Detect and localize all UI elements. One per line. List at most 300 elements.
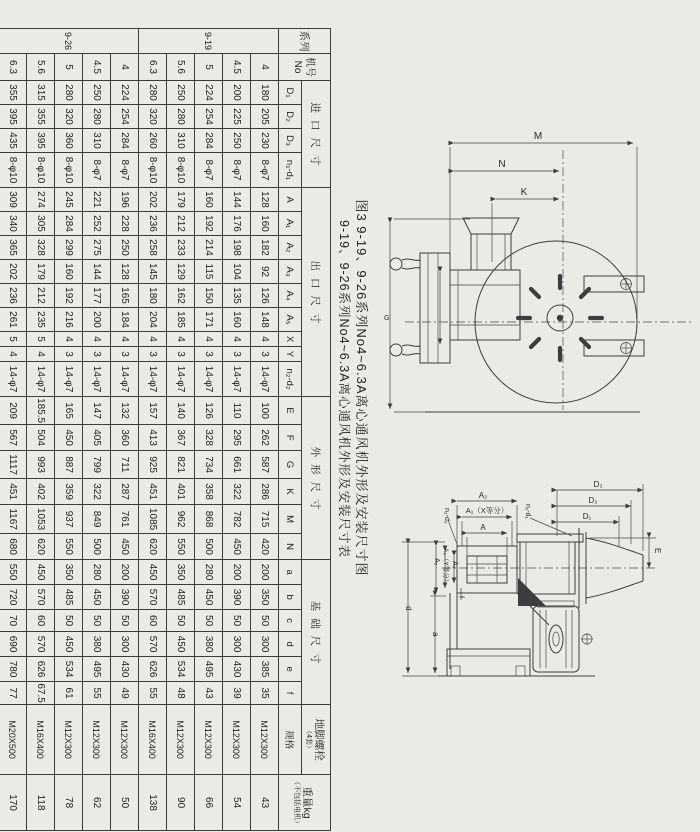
column-header: b [279,585,302,610]
dim-label-d: d [404,606,413,611]
table-cell: 360 [55,129,83,153]
table-cell: 1085 [139,505,167,534]
table-cell: 435 [0,129,27,153]
table-cell: 55 [83,682,111,705]
table-cell: 868 [195,505,223,534]
table-cell: 14-φ7 [111,362,139,397]
header-machine-no-en: No [292,60,304,74]
table-cell: 8-φ7 [251,153,279,188]
table-cell: 390 [111,585,139,610]
table-cell: 395 [27,129,55,153]
column-header: K [279,479,302,505]
dim-label-D3: D₃ [593,480,603,489]
weight-label: 重量kg [301,786,314,819]
table-cell: 192 [195,212,223,236]
dim-label-n1d1: n₁-d₁ [524,504,531,519]
table-cell: 250 [111,236,139,260]
table-cell: 4 [251,332,279,347]
lifting-hook-bottom [390,344,420,356]
table-cell: 14-φ7 [167,362,195,397]
table-cell: 224 [195,81,223,105]
table-cell: 661 [223,451,251,479]
column-header: N [279,534,302,560]
table-cell: 198 [223,236,251,260]
table-cell: 451 [0,479,27,505]
column-header: 规格 [279,705,302,775]
table-cell: 202 [139,188,167,212]
table-cell: 4 [139,332,167,347]
table-cell: 254 [111,105,139,129]
table-cell: 4 [55,332,83,347]
table-cell: 224 [111,81,139,105]
table-cell: 235 [27,308,55,332]
dim-label-A4: A₄（Y等分） [442,548,449,586]
table-cell: 8-φ10 [55,153,83,188]
machine-no-cell: 4.5 [83,54,111,81]
table-cell: 485 [55,585,83,610]
table-cell: 355 [0,81,27,105]
column-header: e [279,657,302,682]
table-cell: 450 [139,560,167,585]
table-cell: 148 [251,308,279,332]
table-cell: 14-φ7 [223,362,251,397]
table-cell: 1053 [27,505,55,534]
table-cell: 129 [167,260,195,284]
dimension-table-wrap [5,28,331,830]
table-cell: 887 [55,451,83,479]
table-cell: 60 [27,610,55,632]
table-cell: 62 [83,775,111,831]
table-row [111,29,139,831]
table-cell: 413 [139,425,167,451]
table-cell: 212 [167,212,195,236]
table-cell: 350 [251,585,279,610]
table-cell: 295 [223,425,251,451]
table-cell: 78 [55,775,83,831]
table-cell: 50 [167,610,195,632]
table-cell: 171 [195,308,223,332]
table-cell: 849 [83,505,111,534]
dim-label-A3: A₃ [451,561,458,569]
table-cell: 450 [27,560,55,585]
dim-label-M: M [533,131,543,142]
header-group-anchor-bolt [302,705,331,775]
table-cell: 14-φ7 [139,362,167,397]
table-cell: 3 [167,347,195,362]
bolt-spec-cell: M12X300 [251,705,279,775]
dim-label-A2: A₂ [478,491,488,500]
table-cell: 1117 [0,451,27,479]
table-cell: 8-φ10 [167,153,195,188]
dim-label-G: G [384,315,390,322]
header-machine-no-cn: 机号 [304,57,316,77]
table-cell: 4 [195,332,223,347]
table-cell: 450 [223,534,251,560]
weight-note: （不包括电机） [293,778,301,828]
table-cell: 322 [83,479,111,505]
machine-no-cell: 4.5 [223,54,251,81]
table-cell: 402 [27,479,55,505]
table-cell: 587 [251,451,279,479]
table-cell: 3 [139,347,167,362]
table-cell: 280 [83,105,111,129]
table-cell: 284 [195,129,223,153]
table-cell: 4 [27,347,55,362]
table-cell: 92 [251,260,279,284]
dim-label-f: f [457,596,464,598]
table-caption: 9-19、9-26系列No4~6.3A离心通风机外形及安装尺寸表 [337,220,351,558]
table-cell: 550 [55,534,83,560]
table-cell: 144 [83,260,111,284]
table-cell: 3 [251,347,279,362]
column-header: n₂-d₂ [279,362,302,397]
column-header: f [279,682,302,705]
table-cell: 14-φ7 [27,362,55,397]
table-cell: 5 [0,332,27,347]
bolt-spec-cell: M12X300 [111,705,139,775]
column-header: D₁ [279,81,302,105]
table-cell: 280 [167,105,195,129]
table-cell: 626 [27,657,55,682]
table-cell: 550 [167,534,195,560]
table-cell: 504 [27,425,55,451]
table-cell: 200 [111,560,139,585]
table-cell: 550 [0,560,27,585]
column-header: d [279,632,302,657]
table-cell: 385 [251,657,279,682]
column-header: E [279,397,302,425]
machine-no-cell: 5 [55,54,83,81]
table-row [139,29,167,831]
table-cell: 450 [55,425,83,451]
table-cell: 50 [55,610,83,632]
table-cell: 14-φ7 [195,362,223,397]
table-cell: 100 [251,397,279,425]
table-row [223,29,251,831]
table-cell: 202 [0,260,27,284]
table-cell: 48 [167,682,195,705]
table-cell: 1167 [0,505,27,534]
column-header: A₅ [279,308,302,332]
table-cell: 280 [83,560,111,585]
table-cell: 236 [139,212,167,236]
table-cell: 274 [27,188,55,212]
table-cell: 261 [0,308,27,332]
table-cell: 228 [111,212,139,236]
table-cell: 212 [27,284,55,308]
table-cell: 177 [83,284,111,308]
table-cell: 280 [195,560,223,585]
table-cell: 925 [139,451,167,479]
table-cell: 4 [83,332,111,347]
table-cell: 250 [83,81,111,105]
table-cell: 182 [251,236,279,260]
table-cell: 54 [223,775,251,831]
table-cell: 570 [27,585,55,610]
lifting-hook-top [390,258,420,270]
table-cell: 430 [223,657,251,682]
table-cell: 450 [55,632,83,657]
table-cell: 280 [55,81,83,105]
table-cell: 405 [83,425,111,451]
table-cell: 77 [0,682,27,705]
table-cell: 196 [111,188,139,212]
table-cell: 3 [55,347,83,362]
table-cell: 430 [111,657,139,682]
bolt-spec-cell: M16X400 [27,705,55,775]
machine-no-cell: 5.6 [27,54,55,81]
table-cell: 715 [251,505,279,534]
table-cell: 245 [55,188,83,212]
column-header: Y [279,347,302,362]
table-cell: 230 [251,129,279,153]
table-cell: 50 [223,610,251,632]
table-cell: 299 [55,236,83,260]
header-group-outline: 外形尺寸 [302,397,331,560]
table-cell: 495 [195,657,223,682]
column-header: X [279,332,302,347]
table-cell: 8-φ10 [27,153,55,188]
column-header: A₂ [279,236,302,260]
table-cell: 284 [55,212,83,236]
column-header: A₄ [279,284,302,308]
table-cell: 620 [27,534,55,560]
column-header: A [279,188,302,212]
table-cell: 192 [55,284,83,308]
dim-label-A: A [480,523,486,532]
column-header: D₂ [279,105,302,129]
table-cell: 14-φ7 [83,362,111,397]
table-cell: 8-φ10 [139,153,167,188]
table-cell: 720 [0,585,27,610]
table-cell: 300 [223,632,251,657]
table-cell: 14-φ7 [55,362,83,397]
table-cell: 275 [83,236,111,260]
table-cell: 570 [139,585,167,610]
table-cell: 500 [83,534,111,560]
table-cell: 4 [111,332,139,347]
column-header: A₁ [279,212,302,236]
table-cell: 262 [251,425,279,451]
header-group-outlet: 出口尺寸 [302,188,331,397]
table-cell: 500 [195,534,223,560]
table-cell: 350 [167,560,195,585]
table-cell: 126 [195,397,223,425]
table-cell: 209 [0,397,27,425]
header-group-inlet: 进口尺寸 [302,81,331,188]
table-cell: 305 [27,212,55,236]
table-cell: 157 [139,397,167,425]
table-cell: 138 [139,775,167,831]
table-cell: 390 [223,585,251,610]
bolt-spec-cell: M12X300 [83,705,111,775]
table-row [167,29,195,831]
table-cell: 160 [251,212,279,236]
table-cell: 782 [223,505,251,534]
table-cell: 214 [195,236,223,260]
table-cell: 4 [0,347,27,362]
figure-caption: 图3 9-19、9-26系列No4~6.3A离心通风机外形及安装尺寸图 [354,199,369,577]
bolt-spec-cell: M12X300 [55,705,83,775]
table-cell: 70 [0,610,27,632]
table-cell: 380 [195,632,223,657]
table-cell: 450 [167,632,195,657]
anchor-bolt-label: 地脚螺栓 [313,718,325,761]
table-cell: 162 [167,284,195,308]
table-cell: 309 [0,188,27,212]
table-cell: 179 [27,260,55,284]
table-cell: 567 [0,425,27,451]
table-cell: 284 [111,129,139,153]
table-row [0,29,27,831]
table-cell: 60 [139,610,167,632]
table-cell: 258 [139,236,167,260]
table-cell: 401 [167,479,195,505]
table-cell: 145 [139,260,167,284]
table-cell: 216 [55,308,83,332]
table-cell: 450 [195,585,223,610]
table-cell: 328 [195,425,223,451]
table-cell: 260 [139,129,167,153]
table-cell: 184 [111,308,139,332]
table-cell: 200 [251,560,279,585]
table-cell: 734 [195,451,223,479]
table-cell: 780 [0,657,27,682]
dim-label-D1: D₁ [582,512,592,521]
table-cell: 367 [167,425,195,451]
machine-no-cell: 5.6 [167,54,195,81]
table-cell: 287 [111,479,139,505]
table-cell: 680 [0,534,27,560]
table-cell: 420 [251,534,279,560]
table-row [27,29,55,831]
table-cell: 165 [55,397,83,425]
table-cell: 185.5 [27,397,55,425]
table-cell: 160 [55,260,83,284]
table-cell: 280 [139,81,167,105]
table-cell: 39 [223,682,251,705]
table-cell: 200 [223,560,251,585]
table-cell: 160 [195,188,223,212]
table-cell: 14-φ7 [251,362,279,397]
bolt-spec-cell: M12X300 [195,705,223,775]
series-cell: 9-26 [0,29,139,54]
table-cell: 233 [167,236,195,260]
column-header: F [279,425,302,451]
machine-no-cell: 6.3 [139,54,167,81]
table-cell: 126 [251,284,279,308]
table-cell: 50 [251,610,279,632]
table-cell: 3 [111,347,139,362]
table-cell: 250 [167,81,195,105]
table-cell: 150 [195,284,223,308]
machine-no-cell: 4 [251,54,279,81]
table-cell: 50 [111,775,139,831]
table-cell: 8-φ7 [195,153,223,188]
table-cell: 570 [27,632,55,657]
table-cell: 205 [251,105,279,129]
table-cell: 626 [139,657,167,682]
table-cell: 993 [27,451,55,479]
machine-no-cell: 6.3 [0,54,27,81]
table-cell: 365 [0,236,27,260]
dim-label-N: N [498,159,506,170]
dim-label-A5: A₅ [433,558,440,566]
table-cell: 14-φ7 [0,362,27,397]
table-row [195,29,223,831]
table-cell: 35 [251,682,279,705]
table-cell: 711 [111,451,139,479]
table-cell: 128 [111,260,139,284]
table-cell: 380 [83,632,111,657]
table-cell: 450 [83,585,111,610]
table-cell: 135 [223,284,251,308]
table-cell: 165 [111,284,139,308]
dim-label-D2: D₂ [588,496,598,505]
table-cell: 61 [55,682,83,705]
anchor-bolt-note: （4套） [305,727,312,753]
dim-label-E: E [653,548,662,554]
table-cell: 140 [167,397,195,425]
bolt-spec-cell: M16X400 [139,705,167,775]
table-cell: 180 [251,81,279,105]
dim-label-A1: A₁（X等分） [465,506,509,515]
table-cell: 50 [83,610,111,632]
table-cell: 8-φ10 [0,153,27,188]
bolt-spec-cell: M20X500 [0,705,27,775]
table-cell: 360 [111,425,139,451]
column-header: G [279,451,302,479]
table-cell: 185 [167,308,195,332]
dim-label-a: a [431,632,440,637]
table-cell: 286 [251,479,279,505]
table-cell: 450 [111,534,139,560]
table-cell: 8-φ7 [223,153,251,188]
table-row [83,29,111,831]
table-cell: 690 [0,632,27,657]
table-row [55,29,83,831]
table-cell: 5 [27,332,55,347]
table-cell: 310 [167,129,195,153]
table-cell: 395 [0,105,27,129]
table-cell: 104 [223,260,251,284]
table-cell: 144 [223,188,251,212]
table-cell: 8-φ7 [111,153,139,188]
table-cell: 350 [55,560,83,585]
table-cell: 761 [111,505,139,534]
table-cell: 50 [111,610,139,632]
table-cell: 300 [251,632,279,657]
header-machine-no [279,54,331,81]
column-header: D₃ [279,129,302,153]
table-cell: 170 [0,775,27,831]
table-cell: 147 [83,397,111,425]
column-header: A₃ [279,260,302,284]
table-cell: 534 [167,657,195,682]
table-cell: 49 [111,682,139,705]
header-weight [279,775,331,831]
bolt-spec-cell: M12X300 [167,705,195,775]
table-cell: 254 [195,105,223,129]
table-cell: 534 [55,657,83,682]
table-cell: 132 [111,397,139,425]
table-cell: 200 [83,308,111,332]
table-cell: 252 [83,212,111,236]
machine-no-cell: 4 [111,54,139,81]
header-group-foundation: 基础尺寸 [302,560,331,705]
table-cell: 221 [83,188,111,212]
table-cell: 315 [27,81,55,105]
